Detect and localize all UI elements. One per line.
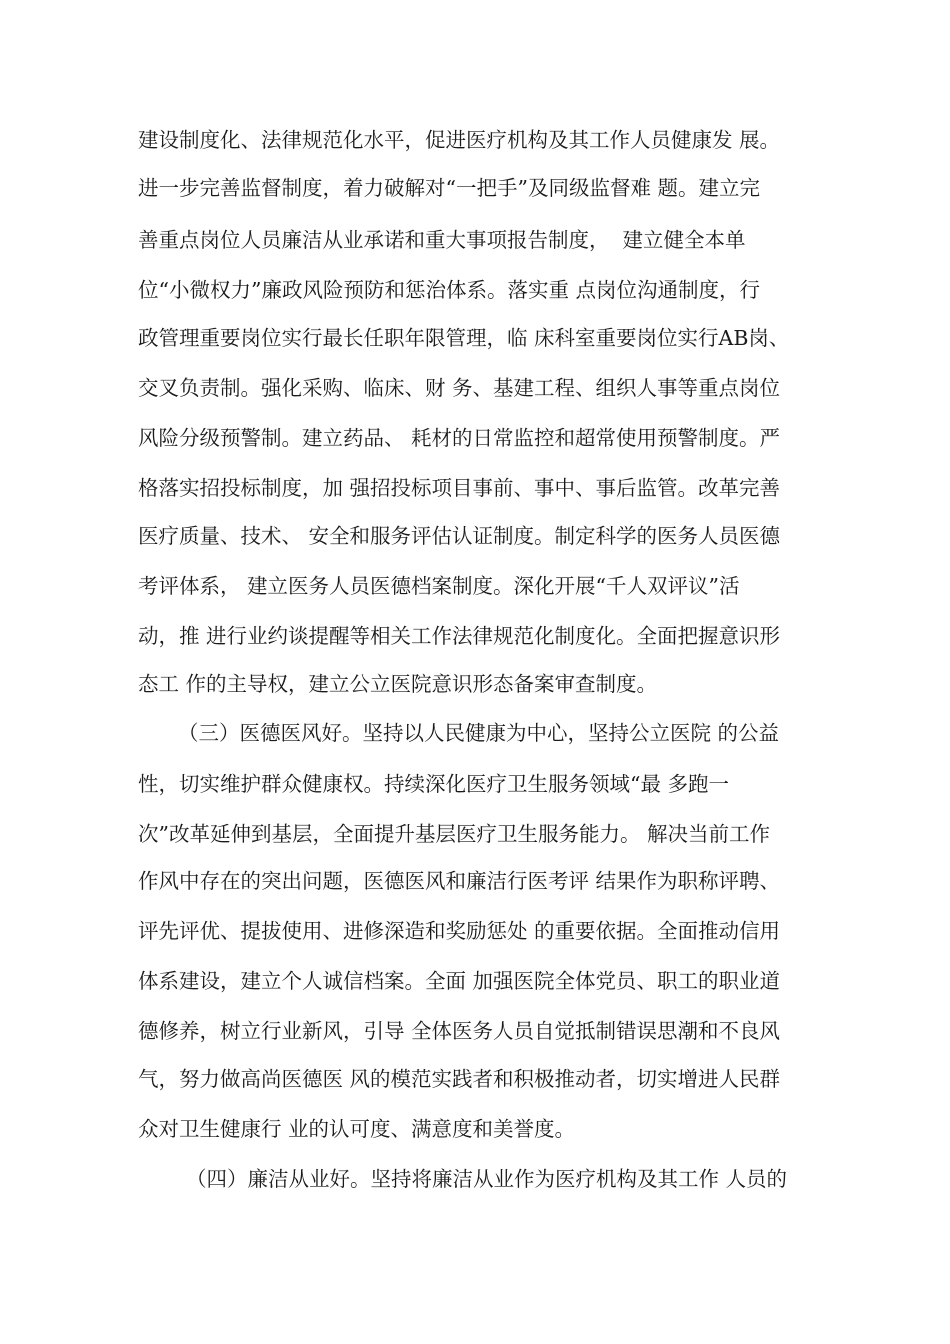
line-text: 交叉负责制。强化采购、临床、财 务、基建工程、组织人事等重点岗位 [138, 376, 781, 400]
text-line [0, 1016, 950, 1046]
text-line [0, 125, 950, 155]
text-line [0, 669, 950, 699]
text-line [0, 373, 950, 403]
text-line [0, 769, 950, 799]
text-line [0, 521, 950, 551]
line-text: 作风中存在的突出问题，医德医风和廉洁行医考评 结果作为职称评聘、 [138, 869, 781, 893]
text-line [0, 323, 950, 353]
line-text: 风险分级预警制。建立药品、 耗材的日常监控和超常使用预警制度。严 [138, 426, 781, 450]
line-text: 格落实招投标制度，加 强招投标项目事前、事中、事后监管。改革完善 [138, 476, 781, 500]
text-line [0, 718, 950, 748]
text-line [0, 966, 950, 996]
text-line [0, 275, 950, 305]
line-text: 位“小微权力”廉政风险预防和惩治体系。落实重 点岗位沟通制度，行 [138, 278, 760, 302]
line-text: （三）医德医风好。坚持以人民健康为中心，坚持公立医院 的公益 [178, 721, 780, 745]
line-text: 态工 作的主导权，建立公立医院意识形态备案审查制度。 [138, 672, 658, 696]
text-line [0, 916, 950, 946]
line-text: 政管理重要岗位实行最长任职年限管理，临 床科室重要岗位实行AB岗、 [138, 326, 790, 350]
text-line [0, 1164, 950, 1194]
line-text: 体系建设，建立个人诚信档案。全面 加强医院全体党员、职工的职业道 [138, 969, 781, 993]
text-line [0, 819, 950, 849]
line-text: 德修养，树立行业新风，引导 全体医务人员自觉抵制错误思潮和不良风 [138, 1019, 781, 1043]
line-text: 众对卫生健康行 业的认可度、满意度和美誉度。 [138, 1117, 576, 1141]
text-line [0, 621, 950, 651]
line-text: 性，切实维护群众健康权。持续深化医疗卫生服务领域“最 多跑一 [138, 772, 729, 796]
text-line [0, 473, 950, 503]
line-text: 建设制度化、法律规范化水平，促进医疗机构及其工作人员健康发 展。 [138, 128, 781, 152]
text-line [0, 225, 950, 255]
line-text: 评先评优、提拔使用、进修深造和奖励惩处 的重要依据。全面推动信用 [138, 919, 781, 943]
line-text: 考评体系， 建立医务人员医德档案制度。深化开展“千人双评议”活 [138, 574, 740, 598]
text-line [0, 1064, 950, 1094]
line-text: （四）廉洁从业好。坚持将廉洁从业作为医疗机构及其工作 人员的 [186, 1167, 788, 1191]
text-line [0, 423, 950, 453]
text-line [0, 571, 950, 601]
line-text: 气，努力做高尚医德医 风的模范实践者和积极推动者，切实增进人民群 [138, 1067, 781, 1091]
line-text: 次”改革延伸到基层，全面提升基层医疗卫生服务能力。 解决当前工作 [138, 822, 770, 846]
line-text: 动，推 进行业约谈提醒等相关工作法律规范化制度化。全面把握意识形 [138, 624, 781, 648]
line-text: 医疗质量、技术、 安全和服务评估认证制度。制定科学的医务人员医德 [138, 524, 781, 548]
line-text: 进一步完善监督制度，着力破解对“一把手”及同级监督难 题。建立完 [138, 176, 760, 200]
line-text: 善重点岗位人员廉洁从业承诺和重大事项报告制度， 建立健全本单 [138, 228, 746, 252]
text-line [0, 173, 950, 203]
text-line [0, 1114, 950, 1144]
text-line [0, 866, 950, 896]
